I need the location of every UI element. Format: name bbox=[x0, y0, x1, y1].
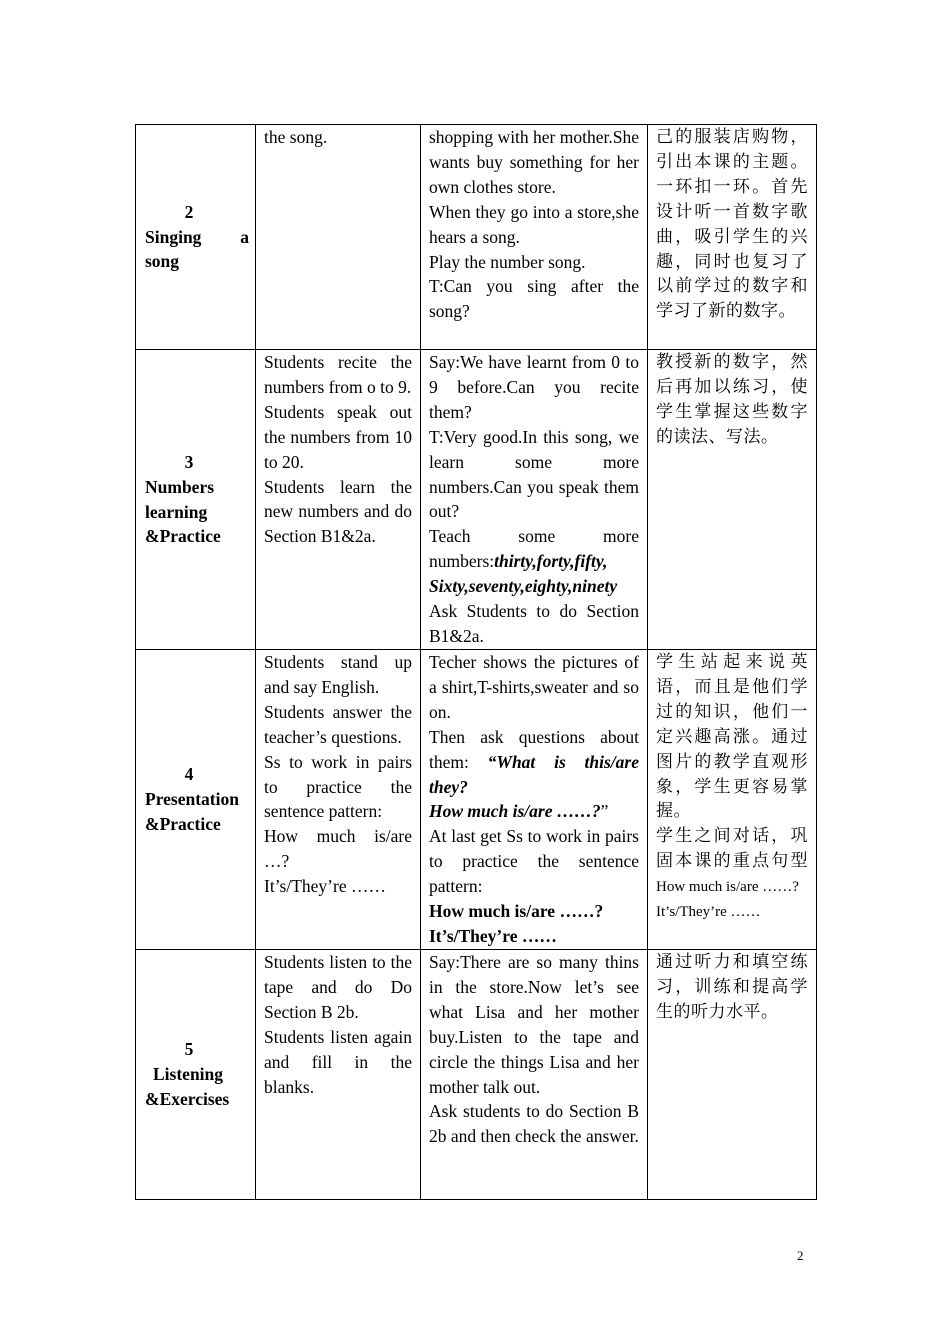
stage-name: Presentation bbox=[145, 789, 239, 810]
teacher-activity: Say:We have learnt from 0 to 9 before.Can you recite them? bbox=[429, 352, 639, 422]
stage-name: learning bbox=[145, 501, 208, 522]
stage-number: 5 bbox=[184, 1039, 194, 1060]
teacher-activity-text: Then ask questions about them: bbox=[429, 726, 639, 772]
student-activity: Students learn the new numbers and do Section B1&2a. bbox=[264, 476, 412, 547]
design-purpose: 学生站起来说英语，而且是他们学过的知识，他们一定兴趣高涨。通过图片的教学直观形象，学生更容易掌握。 bbox=[656, 652, 808, 822]
teacher-activity bbox=[429, 725, 639, 800]
table-row bbox=[136, 125, 817, 350]
teacher-activity-cell bbox=[421, 125, 648, 350]
stage-number: 2 bbox=[184, 201, 194, 222]
stage-cell bbox=[136, 650, 256, 950]
teacher-activity-cell bbox=[421, 950, 648, 1200]
student-activity: Students listen again and fill in the blanks. bbox=[264, 1026, 412, 1097]
student-activity: Ss to work in pairs to practice the sentence pattern: bbox=[264, 751, 412, 822]
design-purpose-text: 学生之间对话，巩固本课的重点句型 bbox=[656, 826, 808, 872]
student-activity-cell bbox=[256, 350, 421, 650]
sentence-pattern: It’s/They’re …… bbox=[429, 925, 557, 946]
teacher-activity: Ask students to do Section B 2b and then check the answer. bbox=[429, 1101, 639, 1147]
design-purpose-cell bbox=[648, 350, 817, 650]
teacher-activity-text: Teach some more numbers: bbox=[429, 526, 639, 572]
design-purpose-cell bbox=[648, 125, 817, 350]
stage-name: song bbox=[145, 251, 180, 272]
stage-cell bbox=[136, 350, 256, 650]
student-activity-cell bbox=[256, 950, 421, 1200]
stage-number: 4 bbox=[184, 764, 194, 785]
table-row bbox=[136, 650, 817, 950]
teacher-activity: At last get Ss to work in pairs to practice the sentence pattern: bbox=[429, 826, 639, 897]
design-purpose-cell bbox=[648, 650, 817, 950]
student-activity: Students answer the teacher’s questions. bbox=[264, 701, 412, 747]
teacher-activity: Techer shows the pictures of a shirt,T-shirts,sweater and so on. bbox=[429, 652, 639, 722]
design-purpose: 教授新的数字，然后再加以练习，使学生掌握这些数字的读法、写法。 bbox=[656, 352, 808, 447]
new-numbers: thirty,forty,fifty, Sixty,seventy,eighty,ninety bbox=[429, 551, 618, 597]
student-activity: It’s/They’re …… bbox=[264, 876, 386, 897]
teacher-activity: T:Can you sing after the song? bbox=[429, 276, 639, 322]
teacher-activity: Ask Students to do Section B1&2a. bbox=[429, 601, 639, 646]
teacher-activity: shopping with her mother.She wants buy something for her own clothes store. bbox=[429, 127, 639, 197]
stage-cell bbox=[136, 950, 256, 1200]
stage-name: Singing a bbox=[145, 226, 249, 247]
stage-name: &Practice bbox=[145, 526, 221, 547]
teacher-activity: Say:There are so many thins in the store.Now let’s see what Lisa and her mother buy.Listen to the tape and circle the things Lisa and her mother talk out. bbox=[429, 952, 639, 1097]
teacher-activity-cell bbox=[421, 650, 648, 950]
student-activity-cell bbox=[256, 650, 421, 950]
lesson-plan-table bbox=[135, 124, 817, 1200]
stage-number: 3 bbox=[184, 451, 194, 472]
closing-quote: ” bbox=[600, 801, 609, 822]
teacher-activity-cell bbox=[421, 350, 648, 650]
question-pattern: “What is this/are they? bbox=[429, 751, 639, 797]
stage-cell bbox=[136, 125, 256, 350]
design-purpose: 己的服装店购物，引出本课的主题。一环扣一环。首先设计听一首数字歌曲，吸引学生的兴趣，同时也复习了以前学过的数字和学习了新的数字。 bbox=[656, 127, 808, 322]
teacher-activity: Play the number song. bbox=[429, 251, 586, 272]
table-row bbox=[136, 950, 817, 1200]
sentence-pattern: How much is/are ……? bbox=[656, 879, 799, 896]
design-purpose bbox=[656, 824, 808, 900]
teacher-activity: When they go into a store,she hears a song. bbox=[429, 201, 639, 247]
stage-name: Numbers bbox=[145, 476, 215, 497]
stage-name: Listening bbox=[153, 1064, 224, 1085]
design-purpose-cell bbox=[648, 950, 817, 1200]
sentence-pattern: How much is/are ……? bbox=[429, 901, 604, 922]
student-activity: Students recite the numbers from o to 9. bbox=[264, 352, 412, 397]
student-activity: Students listen to the tape and do Do Section B 2b. bbox=[264, 952, 412, 1022]
design-purpose: 通过听力和填空练习，训练和提高学生的听力水平。 bbox=[656, 952, 808, 1022]
teacher-activity bbox=[429, 799, 639, 824]
student-activity: Students speak out the numbers from 10 to 20. bbox=[264, 401, 412, 472]
student-activity: Students stand up and say English. bbox=[264, 652, 412, 697]
student-activity: How much is/are …? bbox=[264, 826, 412, 872]
teacher-activity bbox=[429, 524, 639, 599]
student-activity: the song. bbox=[264, 127, 328, 147]
page-number: 2 bbox=[797, 1248, 804, 1263]
stage-name: &Practice bbox=[145, 813, 221, 834]
question-pattern: How much is/are ……? bbox=[429, 801, 601, 822]
table-row bbox=[136, 350, 817, 650]
sentence-pattern: It’s/They’re …… bbox=[656, 904, 761, 921]
stage-name: &Exercises bbox=[145, 1088, 230, 1109]
student-activity-cell bbox=[256, 125, 421, 350]
teacher-activity: T:Very good.In this song, we learn some more numbers.Can you speak them out? bbox=[429, 426, 639, 522]
